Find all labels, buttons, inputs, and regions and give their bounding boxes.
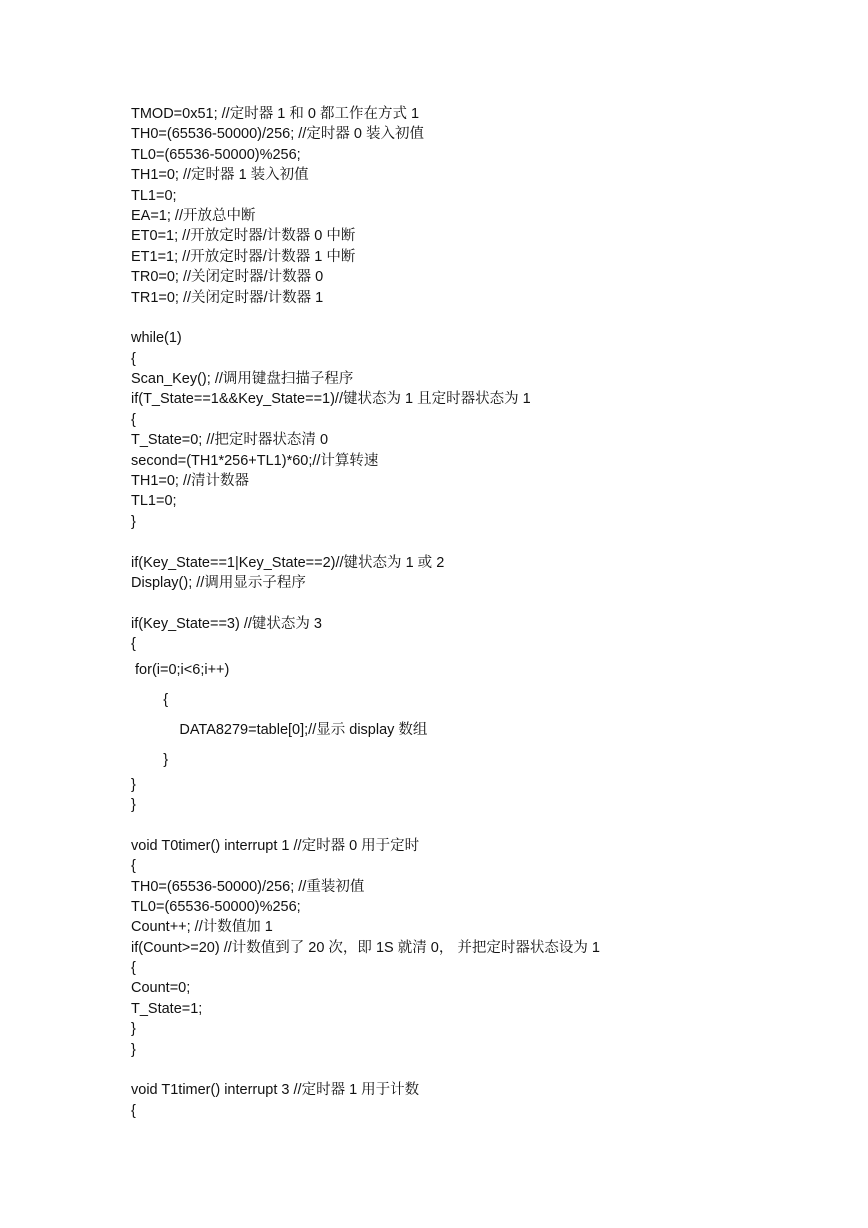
code-line: if(Key_State==3) //键状态为 3 bbox=[131, 615, 322, 632]
code-line: if(Key_State==1|Key_State==2)//键状态为 1 或 2 bbox=[131, 554, 445, 571]
code-line: while(1) bbox=[131, 330, 182, 347]
code-line: TH0=(65536-50000)/256; //定时器 0 装入初值 bbox=[131, 126, 424, 143]
code-line: } bbox=[131, 513, 136, 530]
code-line: TH1=0; //定时器 1 装入初值 bbox=[131, 167, 309, 184]
code-line: TH1=0; //清计数器 bbox=[131, 473, 250, 490]
code-line: } bbox=[131, 1041, 136, 1058]
code-line: if(T_State==1&&Key_State==1)//键状态为 1 且定时器状态为 1 bbox=[131, 391, 531, 408]
code-line: { bbox=[131, 411, 136, 428]
code-line: } bbox=[131, 751, 169, 768]
code-line: T_State=1; bbox=[131, 1000, 203, 1017]
blank-line bbox=[131, 593, 831, 613]
blank-line bbox=[131, 1060, 831, 1080]
code-line: ET0=1; //开放定时器/计数器 0 中断 bbox=[131, 228, 356, 245]
blank-line bbox=[131, 532, 831, 552]
code-line: Display(); //调用显示子程序 bbox=[131, 574, 306, 591]
code-line: EA=1; //开放总中断 bbox=[131, 207, 256, 224]
code-line: DATA8279=table[0];//显示 display 数组 bbox=[131, 721, 428, 738]
code-line: { bbox=[131, 636, 136, 653]
code-line: { bbox=[131, 691, 169, 708]
code-line: for(i=0;i<6;i++) bbox=[131, 661, 230, 678]
blank-line bbox=[131, 308, 831, 328]
code-line: { bbox=[131, 350, 136, 367]
code-line: Count=0; bbox=[131, 980, 191, 997]
code-line: TMOD=0x51; //定时器 1 和 0 都工作在方式 1 bbox=[131, 106, 420, 122]
code-line: second=(TH1*256+TL1)*60;//计算转速 bbox=[131, 452, 379, 469]
code-line: } bbox=[131, 796, 136, 813]
code-line: TR1=0; //关闭定时器/计数器 1 bbox=[131, 289, 324, 306]
code-line: { bbox=[131, 1102, 136, 1119]
code-line: TL0=(65536-50000)%256; bbox=[131, 146, 301, 163]
code-line: if(Count>=20) //计数值到了 20 次，即 1S 就清 0， 并把定时器状态设为 1 bbox=[131, 939, 600, 956]
code-line: { bbox=[131, 858, 136, 875]
code-line: ET1=1; //开放定时器/计数器 1 中断 bbox=[131, 248, 356, 265]
code-listing bbox=[131, 104, 831, 1121]
code-line: } bbox=[131, 1021, 136, 1038]
code-line: void T1timer() interrupt 3 //定时器 1 用于计数 bbox=[131, 1082, 420, 1099]
code-line: TL1=0; bbox=[131, 493, 177, 510]
code-line: TH0=(65536-50000)/256; //重装初值 bbox=[131, 878, 365, 895]
blank-line bbox=[131, 815, 831, 835]
code-line: TL1=0; bbox=[131, 187, 177, 204]
code-line: } bbox=[131, 776, 136, 793]
code-line: Scan_Key(); //调用键盘扫描子程序 bbox=[131, 371, 354, 388]
code-line: void T0timer() interrupt 1 //定时器 0 用于定时 bbox=[131, 837, 420, 854]
code-line: T_State=0; //把定时器状态清 0 bbox=[131, 432, 329, 449]
code-line: Count++; //计数值加 1 bbox=[131, 919, 273, 936]
code-line: { bbox=[131, 960, 136, 977]
code-line: TR0=0; //关闭定时器/计数器 0 bbox=[131, 269, 324, 286]
code-line: TL0=(65536-50000)%256; bbox=[131, 898, 301, 915]
